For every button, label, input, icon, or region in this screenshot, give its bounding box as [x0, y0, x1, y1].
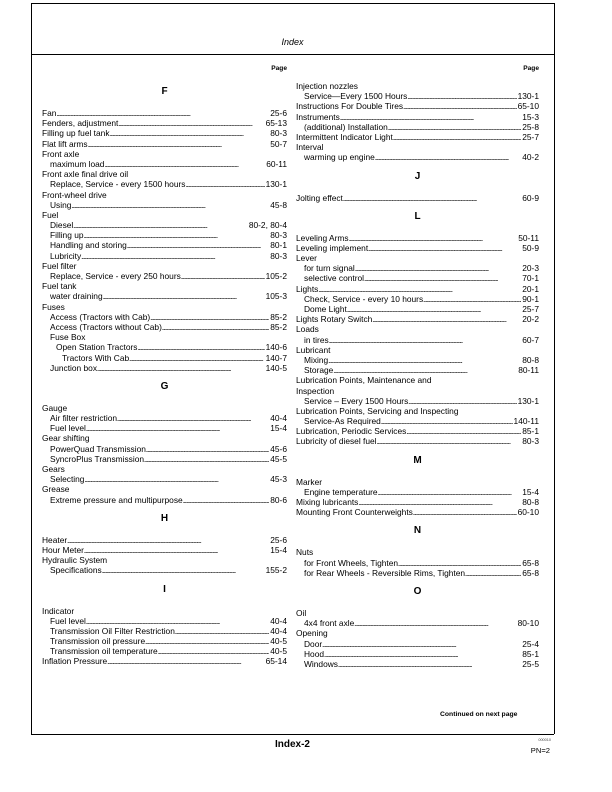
index-entry [42, 159, 287, 169]
entry-term: Fan [42, 108, 57, 118]
entry-term: Junction box [50, 362, 98, 373]
entry-term: Gear shifting [42, 433, 90, 444]
entry-term: Front-wheel drive [42, 189, 107, 200]
entry-page-ref: 65-8 [522, 557, 539, 568]
entry-term: Lever [296, 253, 317, 264]
entry-term: 4x4 front axle [304, 618, 355, 629]
index-entry [42, 413, 287, 423]
entry-page-ref: 20-3 [522, 263, 539, 274]
entry-page-ref: 45-6 [270, 443, 287, 454]
index-section [296, 455, 539, 518]
index-entry [42, 179, 287, 189]
dot-leader [97, 363, 265, 375]
entry-term: selective control [304, 273, 365, 284]
entry-term: Filling up fuel tank [42, 128, 110, 139]
index-entry [296, 345, 539, 355]
index-entry [296, 324, 539, 334]
entry-term: Hour Meter [42, 544, 84, 555]
entry-term: maximum load [50, 158, 105, 169]
entry-page-ref: 80-1 [270, 240, 287, 251]
entry-term: Oil [296, 607, 307, 618]
entry-term: Fuses [42, 301, 65, 312]
index-entry [42, 200, 287, 210]
entry-term: Loads [296, 324, 319, 335]
entry-page-ref: 80-3 [270, 128, 287, 139]
entry-term: Instructions For Double Tires [296, 101, 404, 112]
entry-page-ref: 40-5 [270, 636, 287, 647]
index-entry [296, 335, 539, 345]
entry-term: Opening [296, 628, 328, 639]
index-entry [296, 568, 539, 578]
entry-term: Fuel tank [42, 281, 77, 292]
entry-term: Lubricant [296, 344, 331, 355]
index-entry [42, 240, 287, 250]
entry-term: Lubrication Points, Servicing and Inspecting [296, 405, 459, 416]
index-entry [42, 495, 287, 505]
index-section [42, 584, 287, 667]
entry-term: Gauge [42, 402, 68, 413]
dot-leader [343, 193, 521, 205]
entry-term: PowerQuad Transmission [50, 443, 146, 454]
index-entry [296, 406, 539, 416]
entry-page-ref: 25-8 [522, 121, 539, 132]
index-section [296, 171, 539, 203]
entry-page-ref: 15-4 [522, 486, 539, 497]
entry-page-ref: 155-2 [265, 565, 287, 576]
entry-term: Inspection [296, 385, 335, 396]
index-entry [42, 108, 287, 118]
index-entry [42, 322, 287, 332]
entry-page-ref: 60-9 [522, 192, 539, 203]
index-entry [42, 616, 287, 626]
entry-term: Fuel filter [42, 260, 77, 271]
entry-term: Lubrication, Periodic Services [296, 426, 407, 437]
header-bottom-rule [31, 54, 554, 55]
entry-page-ref: 60-7 [522, 334, 539, 345]
entry-term: warming up engine [304, 152, 375, 163]
index-entry [296, 273, 539, 283]
entry-term: Diesel [50, 220, 74, 231]
entry-page-ref: 85-1 [522, 426, 539, 437]
entry-term: for Rear Wheels - Reversible Rims, Tighten [304, 567, 466, 578]
continued-note: Continued on next page [440, 711, 518, 718]
running-header-title: Index [281, 37, 304, 47]
entry-page-ref: 40-4 [270, 625, 287, 636]
entry-term: Marker [296, 476, 323, 487]
index-entry [296, 547, 539, 557]
index-entry [42, 261, 287, 271]
index-entry [296, 365, 539, 375]
entry-page-ref: 130-1 [517, 91, 539, 102]
index-entry [296, 243, 539, 253]
entry-page-ref: 45-3 [270, 474, 287, 485]
entry-term: Engine temperature [304, 486, 378, 497]
entry-term: Transmission oil temperature [50, 646, 158, 657]
entry-page-ref: 80-3 [270, 230, 287, 241]
entry-term: Lubricity [50, 250, 82, 261]
index-section [42, 513, 287, 576]
index-entry [296, 355, 539, 365]
entry-term: Replace, Service - every 250 hours [50, 271, 181, 281]
index-entry [42, 139, 287, 149]
index-column-left [42, 64, 287, 667]
entry-page-ref: 15-4 [270, 544, 287, 555]
index-entry [296, 294, 539, 304]
section-letter: N [413, 525, 422, 537]
entry-page-ref: 65-8 [522, 567, 539, 578]
index-entry [42, 190, 287, 200]
entry-page-ref: 140-5 [265, 362, 287, 373]
entry-term: Service—Every 1500 Hours [304, 91, 408, 102]
entry-page-ref: 85-2 [270, 321, 287, 332]
entry-term: Front axle final drive oil [42, 169, 129, 180]
index-entry [296, 386, 539, 396]
entry-page-ref: 140-7 [265, 352, 287, 363]
entry-term: water draining [50, 291, 103, 302]
entry-term: for Front Wheels, Tighten [304, 557, 399, 568]
index-entry [42, 251, 287, 261]
section-letter: I [163, 583, 166, 595]
entry-page-ref: 65-10 [517, 101, 539, 112]
entry-page-ref: 20-1 [522, 283, 539, 294]
entry-term: Extreme pressure and multipurpose [50, 494, 183, 505]
index-entry [296, 659, 539, 669]
entry-term: Access (Tractors with Cab) [50, 311, 151, 322]
index-entry [296, 304, 539, 314]
entry-term: Air filter restriction [50, 413, 118, 424]
index-entry [296, 639, 539, 649]
entry-page-ref: 25-7 [522, 131, 539, 142]
index-entry [296, 487, 539, 497]
index-entry [42, 565, 287, 575]
index-entry [296, 608, 539, 618]
header-right-border [554, 3, 555, 54]
index-entry [42, 626, 287, 636]
index-entry [296, 142, 539, 152]
index-entry [296, 477, 539, 487]
index-entry [42, 363, 287, 373]
index-entry [296, 112, 539, 122]
entry-term: Mixing [304, 354, 329, 365]
entry-term: Jolting effect [296, 192, 343, 203]
index-column-right [296, 64, 539, 669]
entry-page-ref: 80-6 [270, 494, 287, 505]
entry-page-ref: 90-1 [522, 293, 539, 304]
index-entry [296, 91, 539, 101]
entry-term: Replace, Service - every 1500 hours [50, 179, 186, 190]
index-entry [296, 132, 539, 142]
entry-page-ref: 80-8 [522, 354, 539, 365]
entry-term: Indicator [42, 605, 75, 616]
entry-term: Mounting Front Counterweights [296, 507, 413, 518]
index-section [42, 86, 287, 373]
index-entry [42, 220, 287, 230]
entry-page-ref: 80-3 [270, 250, 287, 261]
entry-term: Fenders, adjustment [42, 118, 119, 129]
index-entry [42, 118, 287, 128]
page-frame-right [554, 54, 555, 734]
entry-term: Check, Service - every 10 hours [304, 293, 424, 304]
entry-page-ref: 80-3 [522, 436, 539, 447]
index-entry [42, 353, 287, 363]
index-section [296, 211, 539, 447]
index-entry [42, 210, 287, 220]
index-entry [42, 403, 287, 413]
entry-term: Injection nozzles [296, 81, 358, 91]
entry-page-ref: 25-5 [522, 658, 539, 669]
index-entry [42, 291, 287, 301]
section-letter: G [160, 380, 169, 392]
entry-page-ref: 25-4 [522, 638, 539, 649]
entry-page-ref: 45-5 [270, 453, 287, 464]
index-entry [296, 233, 539, 243]
entry-term: Leveling Arms [296, 232, 349, 243]
entry-term: Service – Every 1500 Hours [304, 395, 409, 406]
entry-term: Tractors With Cab [62, 352, 130, 363]
dot-leader [107, 656, 264, 668]
entry-term: Service-As Required [304, 416, 381, 427]
index-entry [42, 128, 287, 138]
entry-page-ref: 130-1 [517, 395, 539, 406]
entry-term: Handling and storing [50, 240, 127, 251]
page-column-heading: Page [271, 65, 287, 72]
entry-term: (additional) Installation [304, 121, 388, 132]
section-letter: L [414, 210, 421, 222]
dot-leader [465, 568, 521, 580]
entry-term: in tires [304, 334, 329, 345]
entry-term: Lubrication Points, Maintenance and [296, 375, 432, 386]
entry-term: Instruments [296, 111, 340, 122]
entry-term: Selecting [50, 474, 85, 485]
index-entry [296, 507, 539, 517]
entry-page-ref: 25-7 [522, 304, 539, 314]
index-entry [296, 649, 539, 659]
entry-term: Front axle [42, 148, 80, 159]
entry-term: Fuel [42, 209, 59, 220]
document-code: 000010 [538, 738, 551, 742]
entry-page-ref: 20-2 [522, 314, 539, 325]
entry-term: Intermittent Indicator Light [296, 131, 393, 142]
entry-page-ref: 105-2 [265, 271, 287, 281]
index-entry [42, 484, 287, 494]
entry-term: Nuts [296, 547, 314, 558]
entry-term: Hood [304, 648, 325, 659]
entry-term: Interval [296, 142, 324, 153]
entry-term: Leveling implement [296, 242, 369, 253]
entry-term: Gears [42, 464, 65, 474]
entry-term: Access (Tractors without Cab) [50, 321, 162, 332]
index-entry [296, 558, 539, 568]
entry-term: Filling up [50, 230, 84, 241]
index-entry [42, 454, 287, 464]
index-entry [296, 497, 539, 507]
index-entry [42, 342, 287, 352]
index-entry [42, 646, 287, 656]
entry-term: Lights [296, 283, 319, 294]
index-entry [42, 606, 287, 616]
entry-term: Heater [42, 534, 68, 545]
entry-term: Hydraulic System [42, 555, 108, 566]
index-entry [42, 281, 287, 291]
index-entry [296, 284, 539, 294]
pn-number: PN=2 [530, 746, 550, 755]
index-entry [296, 375, 539, 385]
entry-page-ref: 25-6 [270, 534, 287, 545]
index-entry [42, 535, 287, 545]
section-letter: F [161, 86, 168, 97]
entry-term: Transmission oil pressure [50, 636, 146, 647]
entry-page-ref: 25-6 [270, 108, 287, 118]
index-section [296, 586, 539, 669]
entry-term: Lights Rotary Switch [296, 314, 373, 325]
entry-term: for turn signal [304, 263, 355, 274]
index-entry [42, 302, 287, 312]
entry-term: Open Station Tractors [56, 342, 138, 353]
index-entry [42, 230, 287, 240]
entry-page-ref: 40-4 [270, 413, 287, 424]
entry-page-ref: 140-11 [513, 416, 539, 427]
entry-term: Dome Light [304, 304, 347, 314]
entry-term: Grease [42, 484, 70, 495]
index-entry [296, 426, 539, 436]
page-column-heading: Page [523, 65, 539, 72]
index-section [296, 81, 539, 163]
index-entry [42, 545, 287, 555]
index-entry [296, 263, 539, 273]
entry-term: Lubricity of diesel fuel [296, 436, 377, 447]
index-entry [42, 656, 287, 666]
entry-page-ref: 60-11 [266, 158, 287, 169]
dot-leader [183, 495, 270, 507]
entry-term: Flat lift arms [42, 138, 88, 149]
index-entry [296, 314, 539, 324]
entry-term: Fuse Box [50, 332, 86, 343]
entry-term: Inflation Pressure [42, 656, 108, 667]
entry-page-ref: 80-11 [518, 365, 539, 376]
index-entry [296, 416, 539, 426]
index-entry [42, 271, 287, 281]
page-number: Index-2 [274, 739, 310, 750]
section-letter: O [413, 585, 422, 597]
index-entry [296, 81, 539, 91]
index-entry [42, 332, 287, 342]
page-frame-left [31, 54, 32, 734]
index-section [42, 381, 287, 505]
index-entry [296, 396, 539, 406]
entry-term: Specifications [50, 565, 102, 576]
section-letter: M [413, 454, 422, 466]
entry-page-ref: 65-13 [265, 118, 287, 129]
dot-leader [413, 507, 517, 519]
index-entry [42, 444, 287, 454]
index-entry [42, 433, 287, 443]
dot-leader [375, 152, 521, 164]
entry-term: Mixing lubricants [296, 497, 359, 507]
entry-page-ref: 130-1 [265, 179, 287, 190]
entry-page-ref: 80-10 [517, 618, 539, 629]
entry-page-ref: 105-3 [265, 291, 287, 302]
index-entry [42, 312, 287, 322]
entry-page-ref: 70-1 [522, 273, 539, 284]
entry-page-ref: 85-2 [270, 311, 287, 322]
index-section [296, 525, 539, 578]
header-top-rule [31, 3, 554, 4]
entry-term: Fuel level [50, 615, 86, 626]
dot-leader [338, 659, 521, 671]
entry-term: Storage [304, 365, 334, 376]
entry-page-ref: 85-1 [522, 648, 539, 659]
entry-term: Windows [304, 658, 338, 669]
index-entry [296, 436, 539, 446]
section-letter: J [414, 170, 421, 182]
entry-page-ref: 80-8 [522, 497, 539, 507]
entry-term: SyncroPlus Transmission [50, 453, 145, 464]
entry-page-ref: 50-7 [270, 138, 287, 149]
index-entry [296, 122, 539, 132]
entry-page-ref: 40-5 [270, 646, 287, 657]
dot-leader [377, 436, 522, 448]
index-entry [296, 101, 539, 111]
entry-page-ref: 140-6 [265, 342, 287, 353]
index-entry [42, 555, 287, 565]
index-entry [42, 149, 287, 159]
entry-term: Fuel level [50, 423, 86, 434]
section-letter: H [160, 512, 169, 524]
entry-page-ref: 65-14 [265, 656, 287, 667]
index-entry [296, 618, 539, 628]
dot-leader [102, 565, 265, 577]
entry-term: Transmission Oil Filter Restriction [50, 625, 175, 636]
index-entry [296, 628, 539, 638]
page-frame-bottom [31, 734, 554, 735]
entry-page-ref: 40-4 [270, 615, 287, 626]
index-entry [296, 152, 539, 162]
entry-page-ref: 60-10 [517, 507, 539, 518]
index-entry [42, 169, 287, 179]
entry-page-ref: 15-4 [270, 423, 287, 434]
entry-page-ref: 50-9 [522, 242, 539, 253]
index-entry [296, 253, 539, 263]
entry-term: Using [50, 199, 72, 210]
entry-page-ref: 15-3 [522, 111, 539, 122]
index-entry [42, 636, 287, 646]
entry-page-ref: 80-2, 80-4 [248, 220, 287, 231]
index-entry [296, 193, 539, 203]
entry-page-ref: 40-2 [522, 152, 539, 163]
index-entry [42, 474, 287, 484]
entry-page-ref: 45-8 [270, 199, 287, 210]
entry-page-ref: 50-11 [518, 232, 539, 243]
index-entry [42, 423, 287, 433]
entry-term: Door [304, 638, 323, 649]
index-entry [42, 464, 287, 474]
